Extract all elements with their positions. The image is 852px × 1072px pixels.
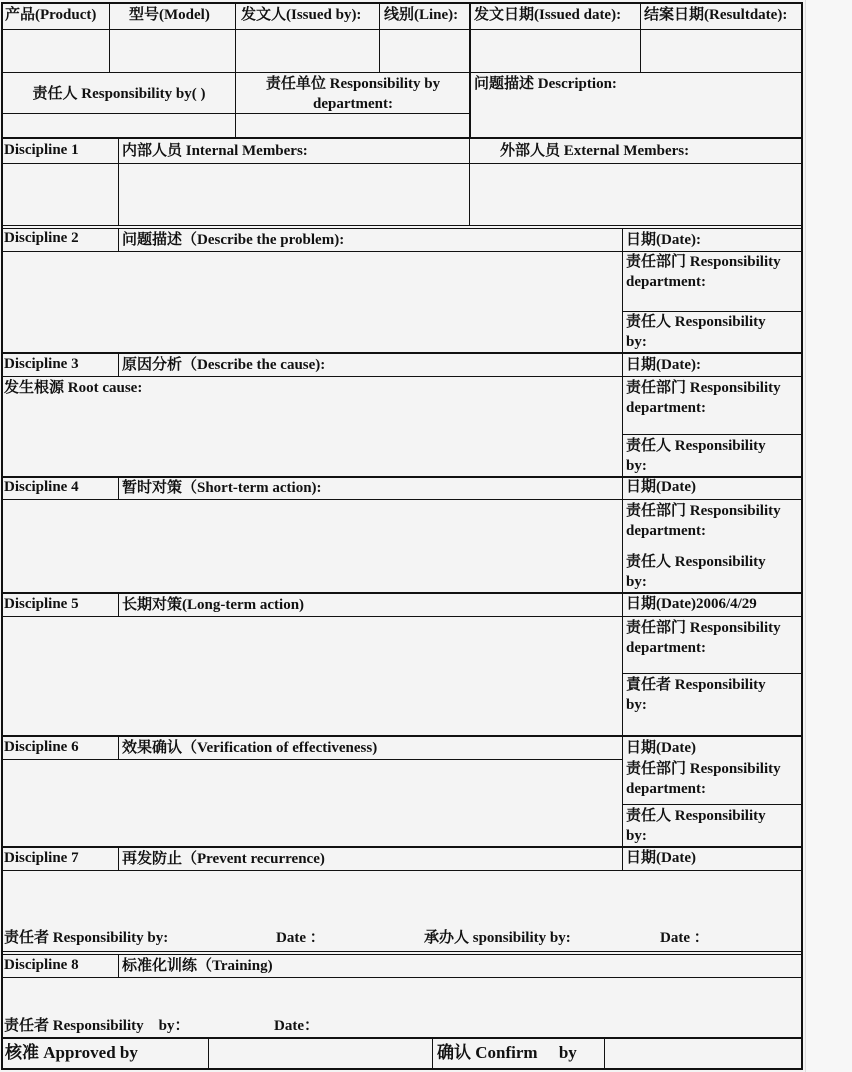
divider: [622, 673, 803, 674]
divider: [1, 951, 803, 952]
issued-by-field[interactable]: [237, 31, 378, 71]
description-label: 问题描述 Description:: [474, 76, 617, 92]
divider: [622, 847, 623, 870]
d7-responsibility-by-label: 责任者 Responsibility by:: [4, 930, 169, 946]
d6-title: 效果确认（Verification of effectiveness): [122, 740, 378, 756]
d4-dept-label: 责任部门 Responsibility department:: [626, 503, 781, 539]
d6-date-label: 日期(Date): [626, 740, 696, 756]
long-term-action-field[interactable]: [3, 618, 621, 734]
d3-dept-label: 责任部门 Responsibility department:: [626, 380, 781, 416]
divider: [118, 593, 119, 616]
divider: [1, 251, 623, 252]
divider: [1, 870, 803, 871]
model-label: 型号(Model): [129, 7, 210, 23]
approved-by-field[interactable]: [210, 1040, 431, 1067]
product-label: 产品(Product): [5, 7, 97, 23]
divider: [1, 137, 803, 139]
divider: [1, 163, 803, 164]
divider: [118, 847, 119, 870]
discipline-3-label: Discipline 3: [4, 356, 79, 372]
divider: [622, 804, 803, 805]
d4-person-label: 责任人 Responsibility by:: [626, 554, 766, 590]
d5-person-label: 責任者 Responsibility by:: [626, 677, 766, 713]
prevent-recurrence-field[interactable]: [3, 872, 800, 922]
discipline-4-label: Discipline 4: [4, 479, 79, 495]
page-margin: [805, 0, 852, 1072]
divider: [109, 2, 110, 72]
divider: [1, 954, 803, 955]
verification-field[interactable]: [3, 761, 621, 845]
line-label: 线别(Line):: [384, 7, 459, 23]
result-date-label: 结案日期(Resultdate):: [644, 7, 788, 23]
divider: [1, 1037, 803, 1039]
divider: [622, 736, 623, 847]
result-date-field[interactable]: [642, 31, 800, 71]
divider: [1, 759, 623, 760]
divider: [1, 29, 803, 30]
d2-title: 问题描述（Describe the problem):: [122, 232, 345, 248]
responsibility-by-label: 责任人 Responsibility by( ): [32, 86, 206, 102]
divider: [622, 434, 803, 435]
divider: [379, 2, 380, 72]
d8-title: 标准化训练（Training): [122, 958, 273, 974]
d8-responsibility-by-label: 责任者 Responsibility by：: [4, 1018, 190, 1034]
divider: [1, 72, 803, 73]
discipline-7-label: Discipline 7: [4, 850, 79, 866]
d2-date-label: 日期(Date):: [626, 232, 701, 248]
line-field[interactable]: [381, 31, 468, 71]
divider: [1, 977, 803, 978]
divider: [604, 1038, 605, 1069]
d3-date-label: 日期(Date):: [626, 357, 701, 373]
confirm-by-label: 确认 Confirm by: [437, 1043, 577, 1062]
discipline-2-label: Discipline 2: [4, 230, 79, 246]
divider: [118, 353, 119, 376]
d4-date-label: 日期(Date): [626, 479, 696, 495]
issued-date-field[interactable]: [472, 31, 639, 71]
divider: [208, 1038, 209, 1069]
d3-person-label: 责任人 Responsibility by:: [626, 438, 766, 474]
divider: [1, 499, 803, 500]
divider: [469, 138, 470, 226]
divider: [622, 477, 623, 593]
d2-dept-label: 责任部门 Responsibility department:: [626, 254, 781, 290]
root-cause-field[interactable]: [3, 398, 621, 474]
divider: [622, 593, 623, 736]
divider: [432, 1038, 433, 1069]
short-term-action-field[interactable]: [3, 501, 621, 591]
external-members-label: 外部人员 External Members:: [500, 143, 690, 159]
d3-title: 原因分析（Describe the cause):: [122, 357, 326, 373]
internal-members-label: 内部人员 Internal Members:: [122, 143, 308, 159]
divider: [118, 477, 119, 499]
approved-by-label: 核准 Approved by: [5, 1043, 138, 1062]
problem-description-field[interactable]: [3, 253, 621, 351]
d5-date-label: 日期(Date)2006/4/29: [626, 596, 757, 612]
d7-date2-label: Date ：: [660, 930, 709, 946]
divider: [235, 2, 236, 138]
discipline-8-label: Discipline 8: [4, 957, 79, 973]
divider: [622, 228, 623, 352]
description-field[interactable]: [472, 95, 800, 136]
d6-person-label: 责任人 Responsibility by:: [626, 808, 766, 844]
d7-title: 再发防止（Prevent recurrence): [122, 851, 325, 867]
divider: [118, 955, 119, 977]
divider: [118, 138, 119, 226]
training-field[interactable]: [3, 979, 800, 1013]
divider: [469, 2, 471, 138]
root-cause-label: 发生根源 Root cause:: [4, 380, 143, 396]
issued-by-label: 发文人(Issued by):: [241, 7, 362, 23]
discipline-1-label: Discipline 1: [4, 142, 79, 158]
discipline-5-label: Discipline 5: [4, 596, 79, 612]
responsibility-department-label: 责任单位 Responsibility by department:: [265, 76, 441, 112]
d5-dept-label: 责任部门 Responsibility department:: [626, 620, 781, 656]
product-field[interactable]: [3, 31, 108, 71]
d2-person-label: 责任人 Responsibility by:: [626, 314, 766, 350]
d5-title: 长期对策(Long-term action): [122, 597, 305, 613]
border-top: [1, 2, 803, 4]
d4-title: 暂时对策（Short-term action):: [122, 480, 322, 496]
d8-date-label: Date：: [274, 1018, 319, 1034]
d6-dept-label: 责任部门 Responsibility department:: [626, 761, 781, 797]
responsibility-department-field[interactable]: [237, 115, 468, 136]
d7-date1-label: Date ：: [276, 930, 325, 946]
external-members-field[interactable]: [471, 165, 800, 224]
divider: [1, 735, 803, 737]
divider: [1, 352, 803, 354]
divider: [118, 736, 119, 759]
issued-date-label: 发文日期(Issued date):: [474, 7, 622, 23]
d7-date-label: 日期(Date): [626, 850, 696, 866]
discipline-6-label: Discipline 6: [4, 739, 79, 755]
divider: [118, 228, 119, 251]
divider: [1, 225, 803, 226]
confirm-by-field[interactable]: [606, 1040, 800, 1067]
divider: [1, 376, 803, 377]
divider: [640, 2, 641, 72]
divider: [1, 228, 803, 229]
responsibility-by-field[interactable]: [3, 115, 234, 136]
d7-handler-by-label: 承办人 sponsibility by:: [424, 930, 571, 946]
divider: [622, 353, 623, 476]
internal-members-field[interactable]: [120, 165, 468, 224]
divider: [1, 616, 803, 617]
border-bottom: [1, 1068, 803, 1070]
model-field[interactable]: [111, 31, 234, 71]
